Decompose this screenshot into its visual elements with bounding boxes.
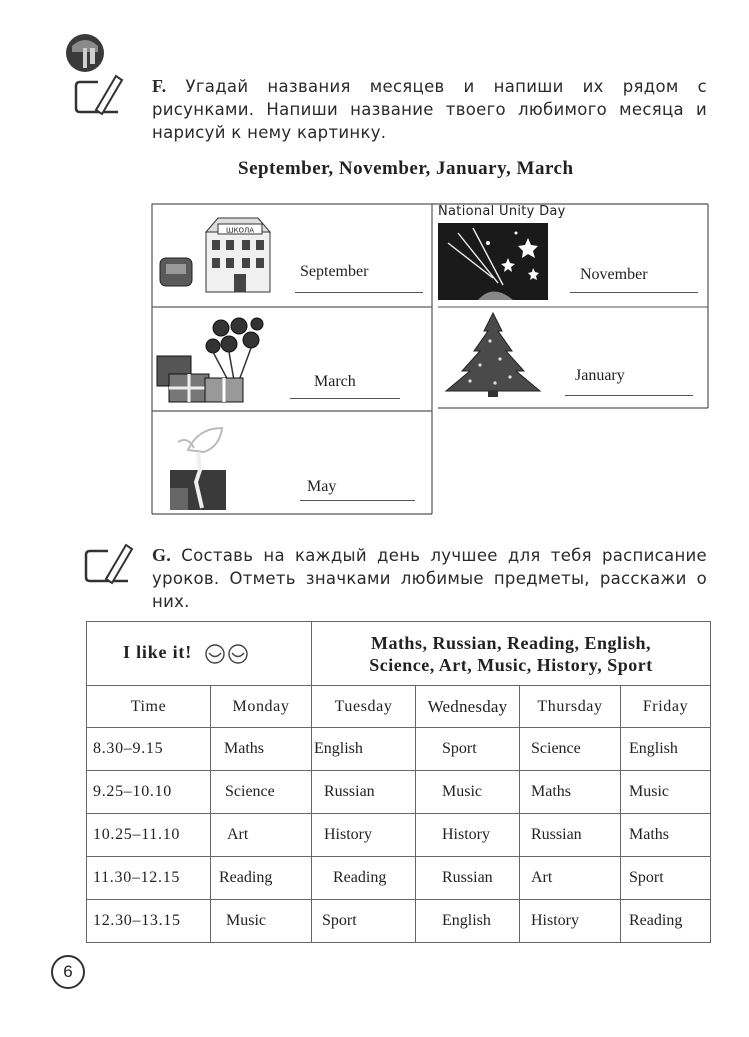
subject-cell: Reading bbox=[621, 900, 711, 943]
tree-answer-line bbox=[565, 395, 693, 396]
subject-cell: Reading bbox=[312, 857, 416, 900]
drawing-answer: May bbox=[307, 478, 337, 495]
task-g-text: Составь на каждый день лучшее для тебя расписание уроков. Отметь значками любимые предметы, расскажи о них. bbox=[152, 546, 708, 611]
subject-cell: English bbox=[416, 900, 520, 943]
task-f-letter: F. bbox=[152, 76, 167, 96]
subject-cell: Maths bbox=[211, 728, 312, 771]
fireworks-answer-line bbox=[570, 292, 698, 293]
time-cell: 11.30–12.15 bbox=[87, 857, 211, 900]
task-g-letter: G. bbox=[152, 545, 172, 565]
task-g-instructions bbox=[152, 544, 707, 613]
school-sign-label: ШКОЛА bbox=[225, 226, 255, 235]
subject-list-cell bbox=[312, 622, 711, 686]
subject-cell: Sport bbox=[621, 857, 711, 900]
fireworks-image bbox=[438, 223, 548, 300]
header-time: Time bbox=[87, 686, 211, 728]
subject-cell: History bbox=[416, 814, 520, 857]
table-row bbox=[87, 857, 711, 900]
pencil-write-icon bbox=[82, 541, 140, 585]
table-row bbox=[87, 728, 711, 771]
tree-answer: January bbox=[575, 367, 625, 384]
subject-cell: Russian bbox=[520, 814, 621, 857]
subjects-line-2: Science, Art, Music, History, Sport bbox=[369, 654, 653, 675]
table-header-row bbox=[87, 686, 711, 728]
subject-cell: History bbox=[520, 900, 621, 943]
time-cell: 8.30–9.15 bbox=[87, 728, 211, 771]
page-number: 6 bbox=[63, 962, 73, 981]
school-answer: September bbox=[300, 263, 369, 280]
subject-cell: Science bbox=[520, 728, 621, 771]
subject-cell: English bbox=[621, 728, 711, 771]
subject-cell: Art bbox=[211, 814, 312, 857]
task-f-text: Угадай названия месяцев и напиши их рядом с рисунками. Напиши название твоего любимого месяца и нарисуй к нему картинку. bbox=[152, 77, 707, 142]
unity-day-caption: National Unity Day bbox=[438, 204, 566, 219]
subject-cell: Science bbox=[211, 771, 312, 814]
table-row bbox=[87, 900, 711, 943]
table-row bbox=[87, 771, 711, 814]
section-badge-icon bbox=[62, 30, 108, 76]
table-row bbox=[87, 814, 711, 857]
subject-cell: Music bbox=[621, 771, 711, 814]
subject-cell: Sport bbox=[416, 728, 520, 771]
school-answer-line bbox=[295, 292, 423, 293]
pencil-write-icon bbox=[72, 72, 130, 116]
flowers-answer-line bbox=[290, 398, 400, 399]
schedule-table bbox=[86, 621, 711, 943]
task-f-instructions bbox=[152, 75, 707, 144]
subject-cell: English bbox=[312, 728, 416, 771]
subject-cell: Russian bbox=[416, 857, 520, 900]
header-wednesday: Wednesday bbox=[416, 686, 520, 728]
header-thursday: Thursday bbox=[520, 686, 621, 728]
time-cell: 10.25–11.10 bbox=[87, 814, 211, 857]
subject-cell: Art bbox=[520, 857, 621, 900]
smiley-icon bbox=[204, 643, 250, 665]
drawing-image bbox=[168, 422, 238, 512]
subject-cell: Reading bbox=[211, 857, 312, 900]
fireworks-answer: November bbox=[580, 266, 648, 283]
subject-cell: Russian bbox=[312, 771, 416, 814]
subject-cell: History bbox=[312, 814, 416, 857]
like-it-cell bbox=[87, 622, 312, 686]
christmas-tree-image bbox=[440, 311, 546, 397]
subject-cell: Music bbox=[211, 900, 312, 943]
school-building-icon bbox=[158, 212, 278, 296]
subjects-line-1: Maths, Russian, Reading, English, bbox=[370, 632, 652, 653]
subject-cell: Music bbox=[416, 771, 520, 814]
subject-cell: Sport bbox=[312, 900, 416, 943]
drawing-answer-line bbox=[300, 500, 415, 501]
month-word-list: September, November, January, March bbox=[238, 158, 574, 179]
subject-cell: Maths bbox=[520, 771, 621, 814]
flowers-presents-image bbox=[155, 316, 275, 406]
like-it-label: I like it! bbox=[123, 641, 192, 662]
table-row bbox=[87, 622, 711, 686]
page-number-badge bbox=[51, 955, 85, 989]
time-cell: 12.30–13.15 bbox=[87, 900, 211, 943]
flowers-answer: March bbox=[314, 373, 356, 390]
subject-cell: Maths bbox=[621, 814, 711, 857]
header-monday: Monday bbox=[211, 686, 312, 728]
header-tuesday: Tuesday bbox=[312, 686, 416, 728]
time-cell: 9.25–10.10 bbox=[87, 771, 211, 814]
header-friday: Friday bbox=[621, 686, 711, 728]
